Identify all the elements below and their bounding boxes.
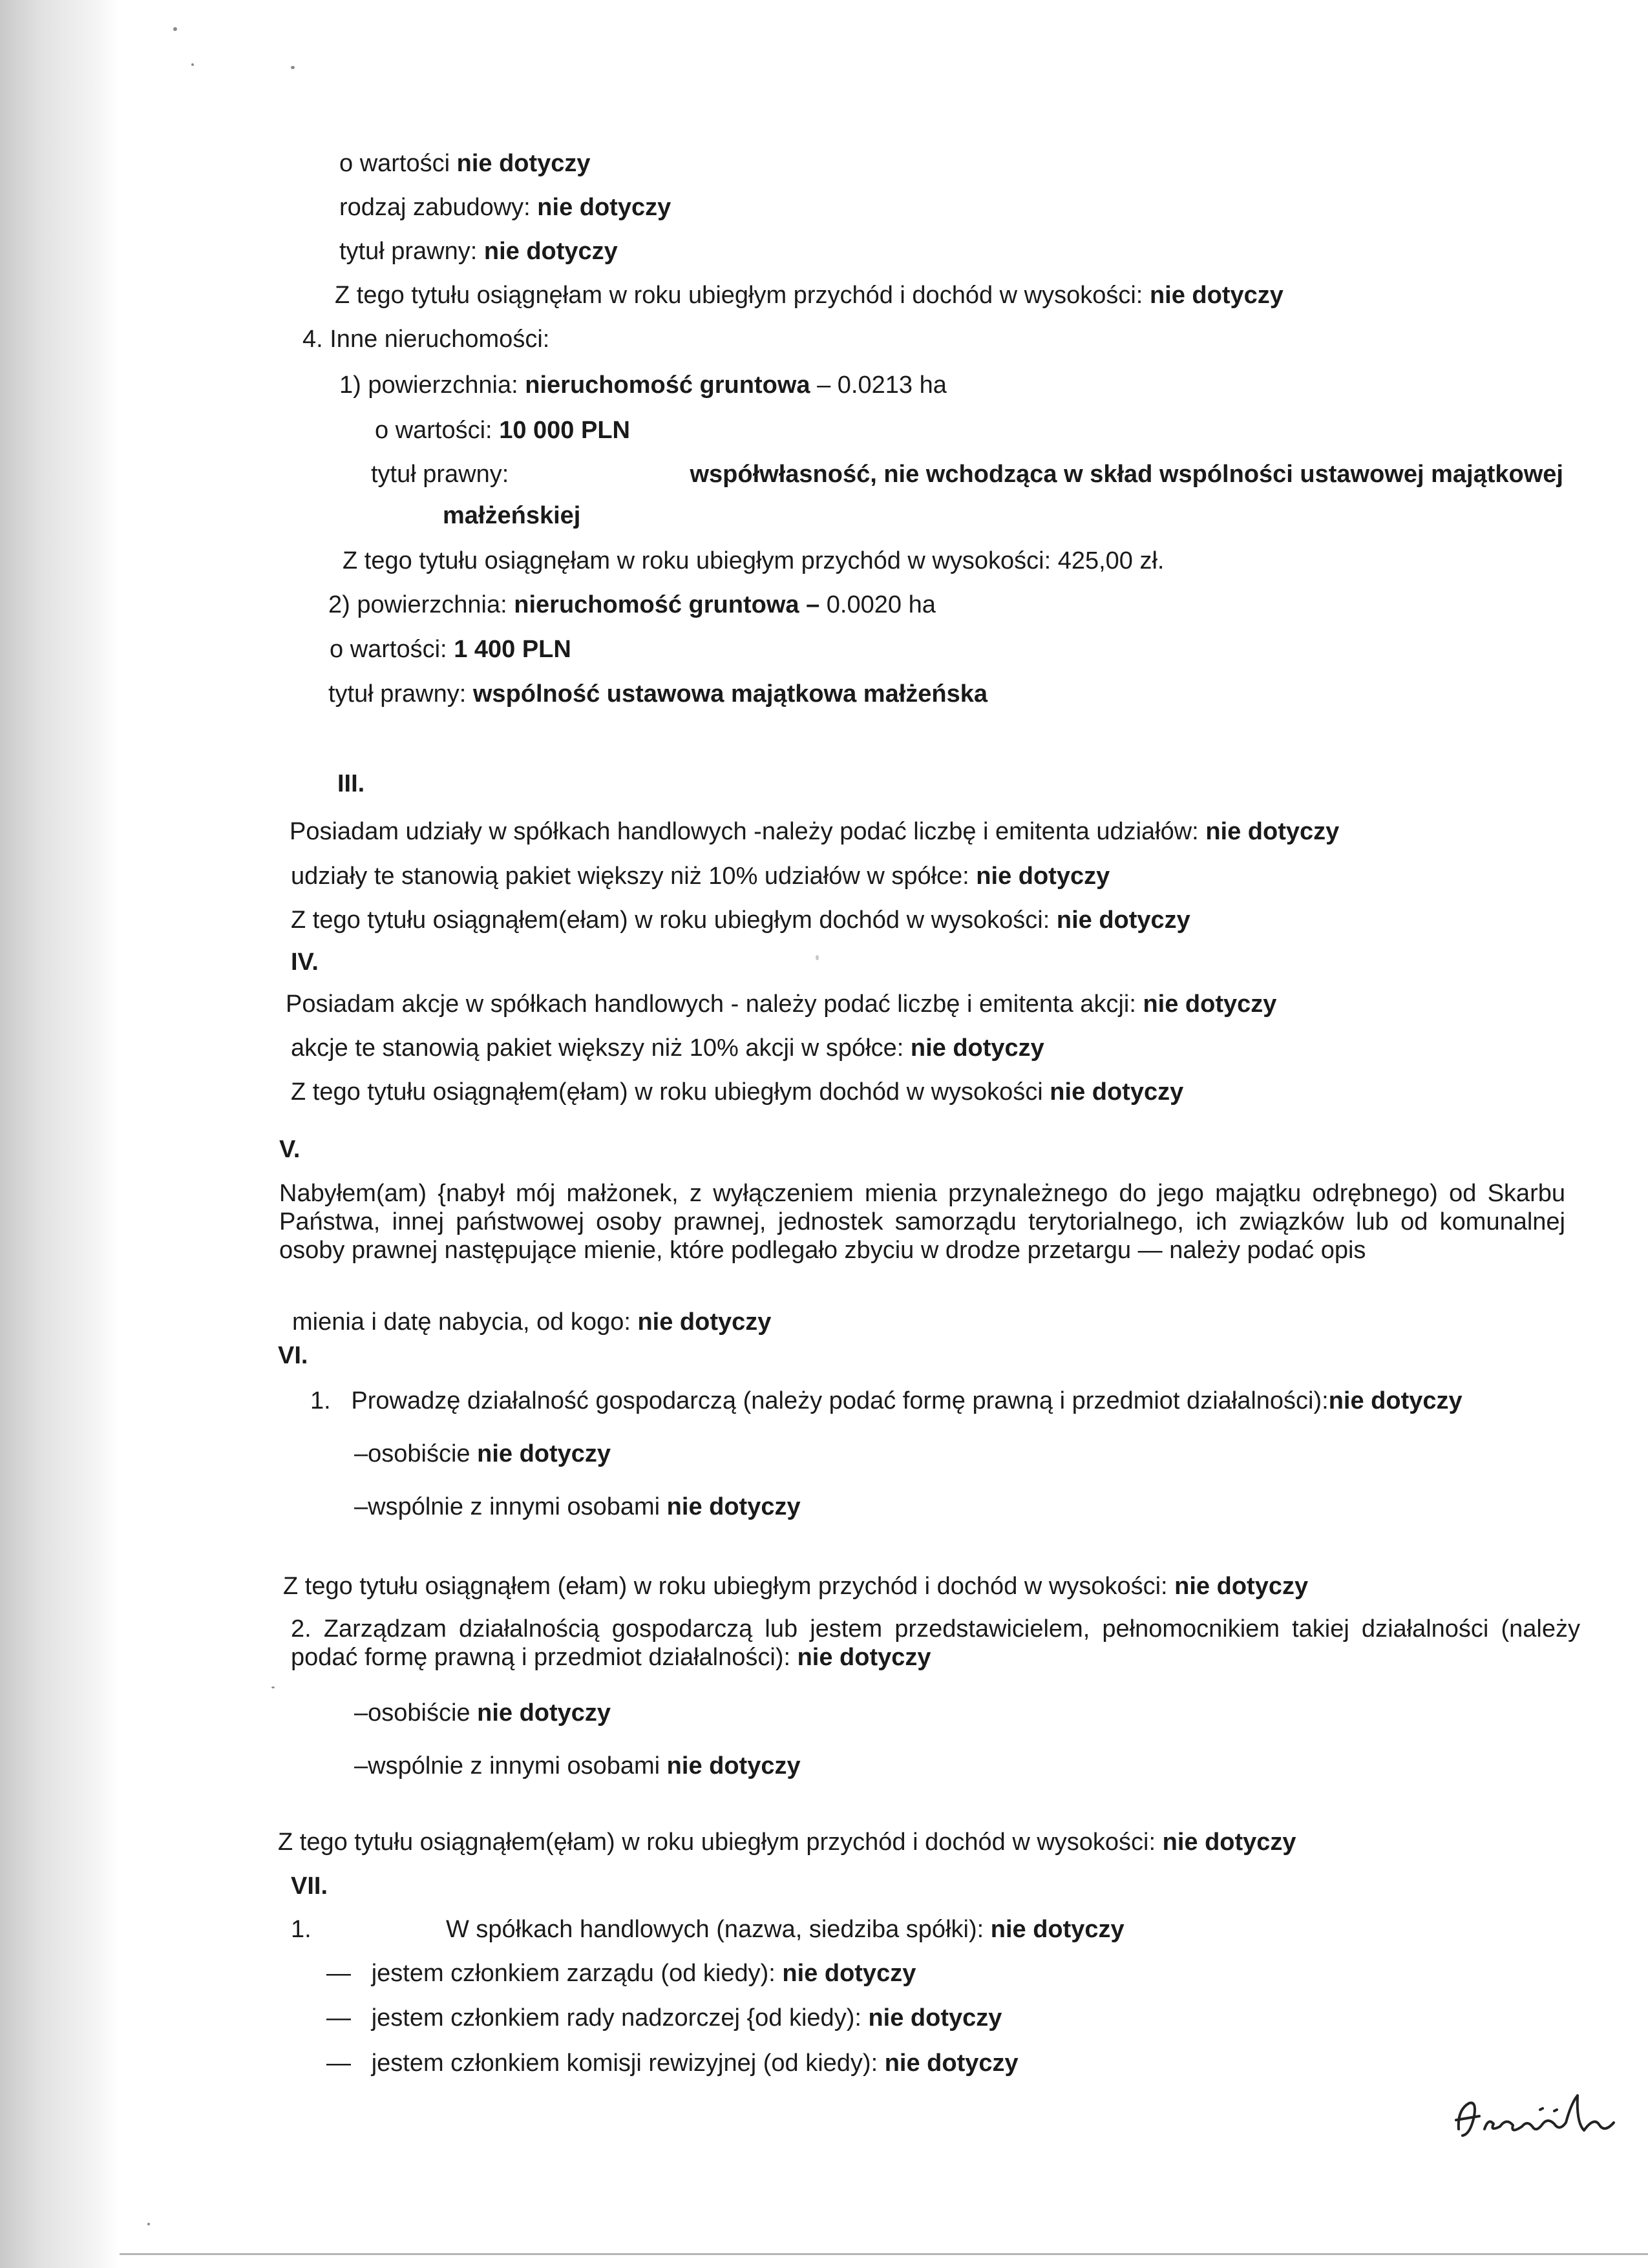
business-joint-line: –wspólnie z innymi osobami nie dotyczy (354, 1493, 801, 1520)
value-line: o wartości nie dotyczy (339, 150, 591, 177)
scan-speck (147, 2223, 150, 2225)
companies-line-text: W spółkach handlowych (nazwa, siedziba spółki): nie dotyczy (446, 1916, 1125, 1943)
property-1-value: o wartości: 10 000 PLN (375, 417, 630, 444)
scan-speck (173, 27, 177, 31)
shares-package-line: udziały te stanowią pakiet większy niż 10% udziałów w spółce: nie dotyczy (291, 863, 1110, 890)
property-1-area: 1) powierzchnia: nieruchomość gruntowa – 0.0213 ha (339, 372, 947, 399)
other-properties-heading: 4. Inne nieruchomości: (302, 326, 550, 353)
scan-speck (291, 66, 295, 69)
section-vii-heading: VII. (291, 1873, 328, 1900)
stocks-line: Posiadam akcje w spółkach handlowych - należy podać liczbę i emitenta akcji: nie dotyczy (286, 991, 1277, 1018)
scan-speck (816, 955, 819, 960)
property-1-legal-title: tytuł prawny: współwłasność, nie wchodząca w skład wspólności ustawowej majątkowej (371, 461, 1563, 488)
property-2-legal-title: tytuł prawny: wspólność ustawowa majątkowa małżeńska (328, 680, 988, 708)
management-personal-line: –osobiście nie dotyczy (354, 1699, 611, 1727)
property-1-income: Z tego tytułu osiągnęłam w roku ubiegłym przychód w wysokości: 425,00 zł. (343, 547, 1165, 574)
business-activity-line: 1. Prowadzę działalność gospodarczą (należy podać formę prawną i przedmiot działalności):nie dotyczy (310, 1387, 1463, 1414)
scan-shadow-edge (0, 0, 120, 2268)
management-paragraph: 2. Zarządzam działalnością gospodarczą lub jestem przedstawicielem, pełnomocnikiem takiej działalności (należy podać formę prawną i przedmiot działalności): nie dotyczy (291, 1615, 1580, 1671)
shares-income-line: Z tego tytułu osiągnąłem(ełam) w roku ubiegłym dochód w wysokości: nie dotyczy (291, 907, 1190, 934)
business-personal-line: –osobiście nie dotyczy (354, 1440, 611, 1467)
property-2-value: o wartości: 1 400 PLN (330, 636, 571, 663)
section-iii-heading: III. (337, 770, 365, 797)
legal-title-line: tytuł prawny: nie dotyczy (339, 238, 618, 265)
acquisition-paragraph: Nabyłem(am) {nabył mój małżonek, z wyłączeniem mienia przynależnego do jego majątku odrębnego) od Skarbu Państwa, innej państwowej osoby prawnej, jednostek samorządu terytorialnego, ich związków lub od komunalnej osoby prawnej następujące mienie, które podlegało zbyciu w drodze przetargu — należy podać opis (279, 1180, 1565, 1264)
bottom-divider (120, 2253, 1648, 2255)
scan-speck (191, 63, 194, 66)
business-income-line: Z tego tytułu osiągnąłem (ełam) w roku ubiegłym przychód i dochód w wysokości: nie dotyczy (283, 1573, 1309, 1600)
handwritten-signature (1451, 2084, 1632, 2148)
section-vi-heading: VI. (278, 1342, 308, 1369)
management-income-line: Z tego tytułu osiągnąłem(ęłam) w roku ubiegłym przychód i dochód w wysokości: nie dotyczy (278, 1829, 1296, 1856)
income-summary-line: Z tego tytułu osiągnęłam w roku ubiegłym przychód i dochód w wysokości: nie dotyczy (335, 282, 1284, 309)
section-iv-heading: IV. (291, 949, 319, 976)
property-1-legal-title-cont: małżeńskiej (443, 502, 581, 529)
supervisory-board-line: — jestem członkiem rady nadzorczej {od kiedy): nie dotyczy (326, 2004, 1002, 2032)
stocks-package-line: akcje te stanowią pakiet większy niż 10% akcji w spółce: nie dotyczy (291, 1034, 1044, 1062)
building-type-line: rodzaj zabudowy: nie dotyczy (339, 194, 671, 221)
property-2-area: 2) powierzchnia: nieruchomość gruntowa – 0.0020 ha (328, 591, 936, 618)
shares-line: Posiadam udziały w spółkach handlowych -należy podać liczbę i emitenta udziałów: nie dotyczy (290, 818, 1340, 845)
management-joint-line: –wspólnie z innymi osobami nie dotyczy (354, 1752, 801, 1780)
section-v-heading: V. (279, 1136, 301, 1163)
scan-speck (271, 1686, 275, 1688)
audit-committee-line: — jestem członkiem komisji rewizyjnej (od kiedy): nie dotyczy (326, 2050, 1019, 2077)
board-member-line: — jestem członkiem zarządu (od kiedy): nie dotyczy (326, 1960, 916, 1987)
stocks-income-line: Z tego tytułu osiągnąłem(ęłam) w roku ubiegłym dochód w wysokości nie dotyczy (291, 1078, 1184, 1106)
companies-line: 1. (291, 1916, 312, 1943)
acquisition-date-line: mienia i datę nabycia, od kogo: nie dotyczy (292, 1308, 772, 1336)
